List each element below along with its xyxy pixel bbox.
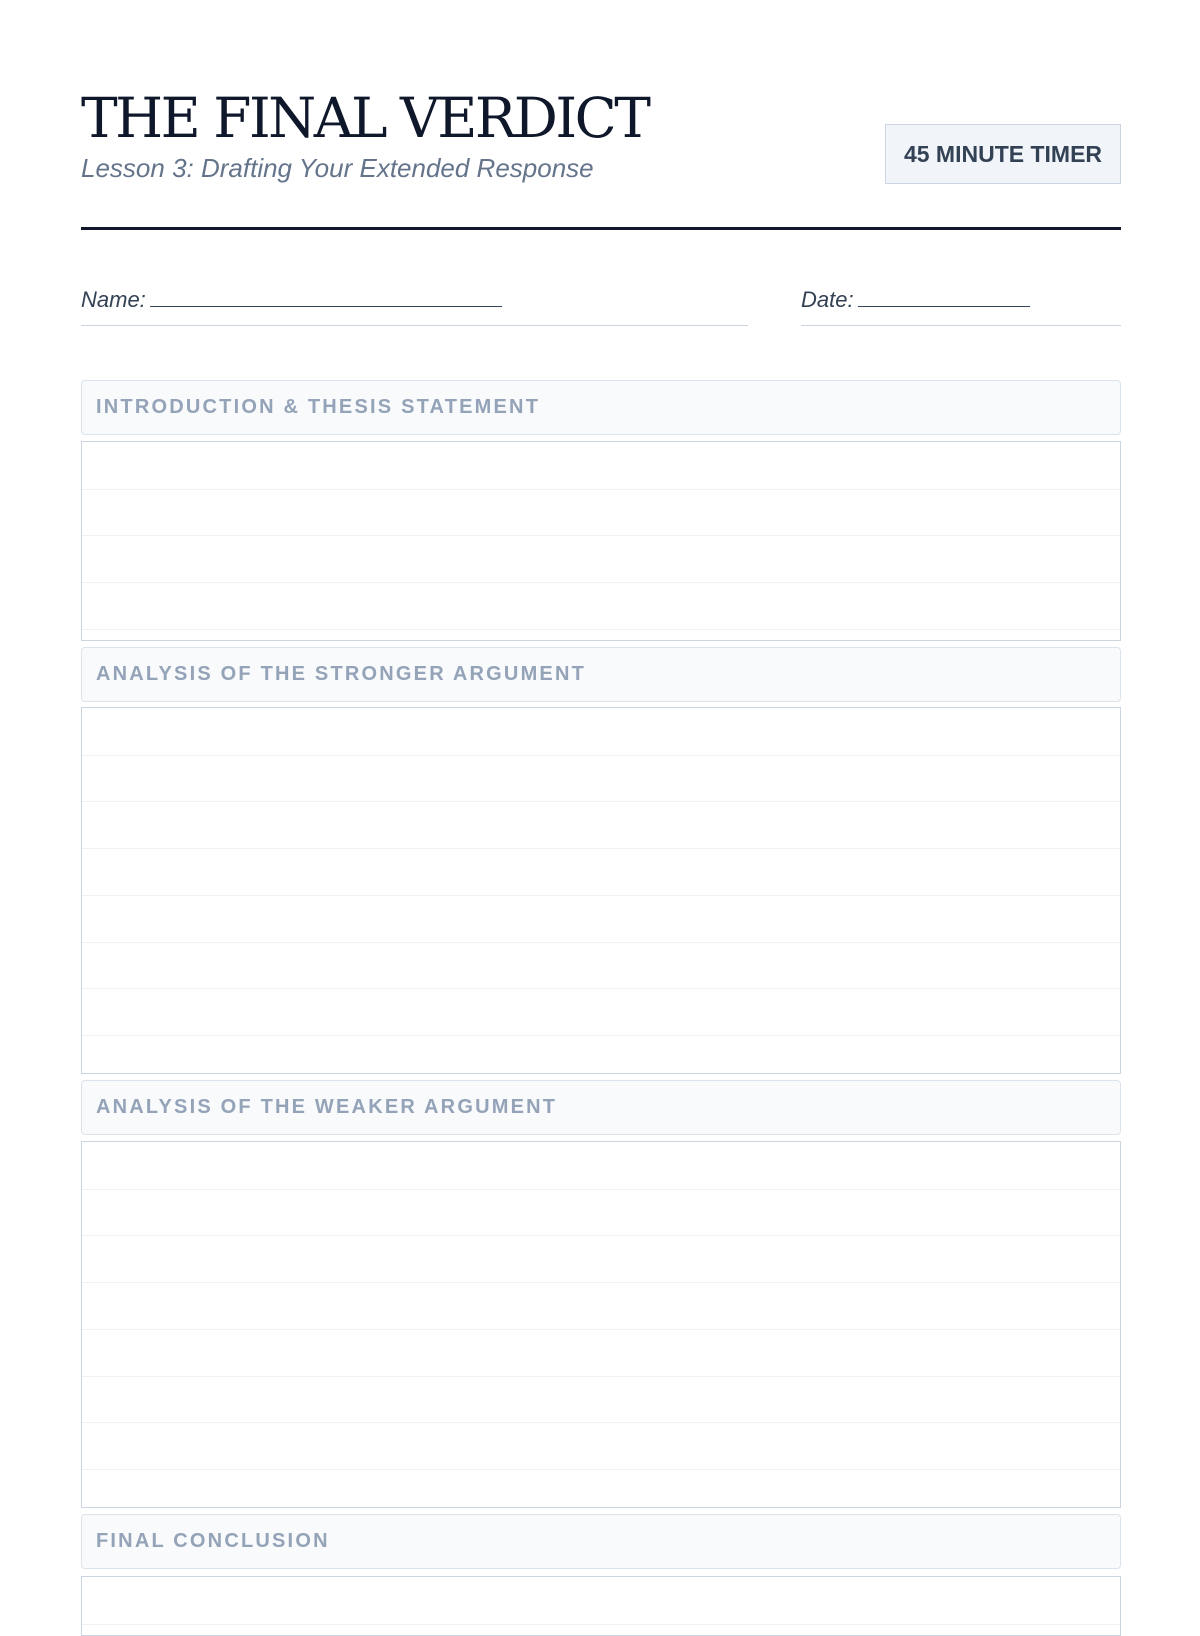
worksheet-title: THE FINAL VERDICT — [81, 86, 649, 150]
timer-badge: 45 MINUTE TIMER — [885, 124, 1121, 184]
writing-line — [82, 1469, 1120, 1470]
worksheet-header — [81, 86, 1121, 190]
writing-line — [82, 1235, 1120, 1236]
writing-line — [82, 1376, 1120, 1377]
writing-area-weaker-argument[interactable] — [81, 1141, 1121, 1508]
writing-line — [82, 942, 1120, 943]
writing-area-introduction[interactable] — [81, 441, 1121, 641]
writing-line — [82, 1035, 1120, 1036]
writing-line — [82, 1624, 1120, 1625]
section-heading-weaker-argument: ANALYSIS OF THE WEAKER ARGUMENT — [81, 1080, 1121, 1135]
date-blank-line[interactable] — [858, 284, 1030, 307]
writing-line — [82, 582, 1120, 583]
section-heading-introduction: INTRODUCTION & THESIS STATEMENT — [81, 380, 1121, 435]
name-label: Name: — [81, 287, 146, 312]
lesson-subtitle: Lesson 3: Drafting Your Extended Response — [81, 153, 594, 183]
writing-area-stronger-argument[interactable] — [81, 707, 1121, 1074]
writing-line — [82, 988, 1120, 989]
writing-line — [82, 1189, 1120, 1190]
date-field[interactable] — [801, 282, 1121, 326]
writing-line — [82, 1422, 1120, 1423]
writing-area-final-conclusion[interactable] — [81, 1576, 1121, 1636]
header-divider — [81, 227, 1121, 230]
writing-line — [82, 629, 1120, 630]
section-heading-final-conclusion: FINAL CONCLUSION — [81, 1514, 1121, 1569]
date-label: Date: — [801, 287, 854, 312]
section-heading-stronger-argument: ANALYSIS OF THE STRONGER ARGUMENT — [81, 647, 1121, 702]
writing-line — [82, 535, 1120, 536]
name-field[interactable] — [81, 282, 748, 326]
name-blank-line[interactable] — [150, 284, 502, 307]
writing-line — [82, 1282, 1120, 1283]
writing-line — [82, 1329, 1120, 1330]
writing-line — [82, 801, 1120, 802]
writing-line — [82, 895, 1120, 896]
writing-line — [82, 755, 1120, 756]
writing-line — [82, 489, 1120, 490]
writing-line — [82, 848, 1120, 849]
